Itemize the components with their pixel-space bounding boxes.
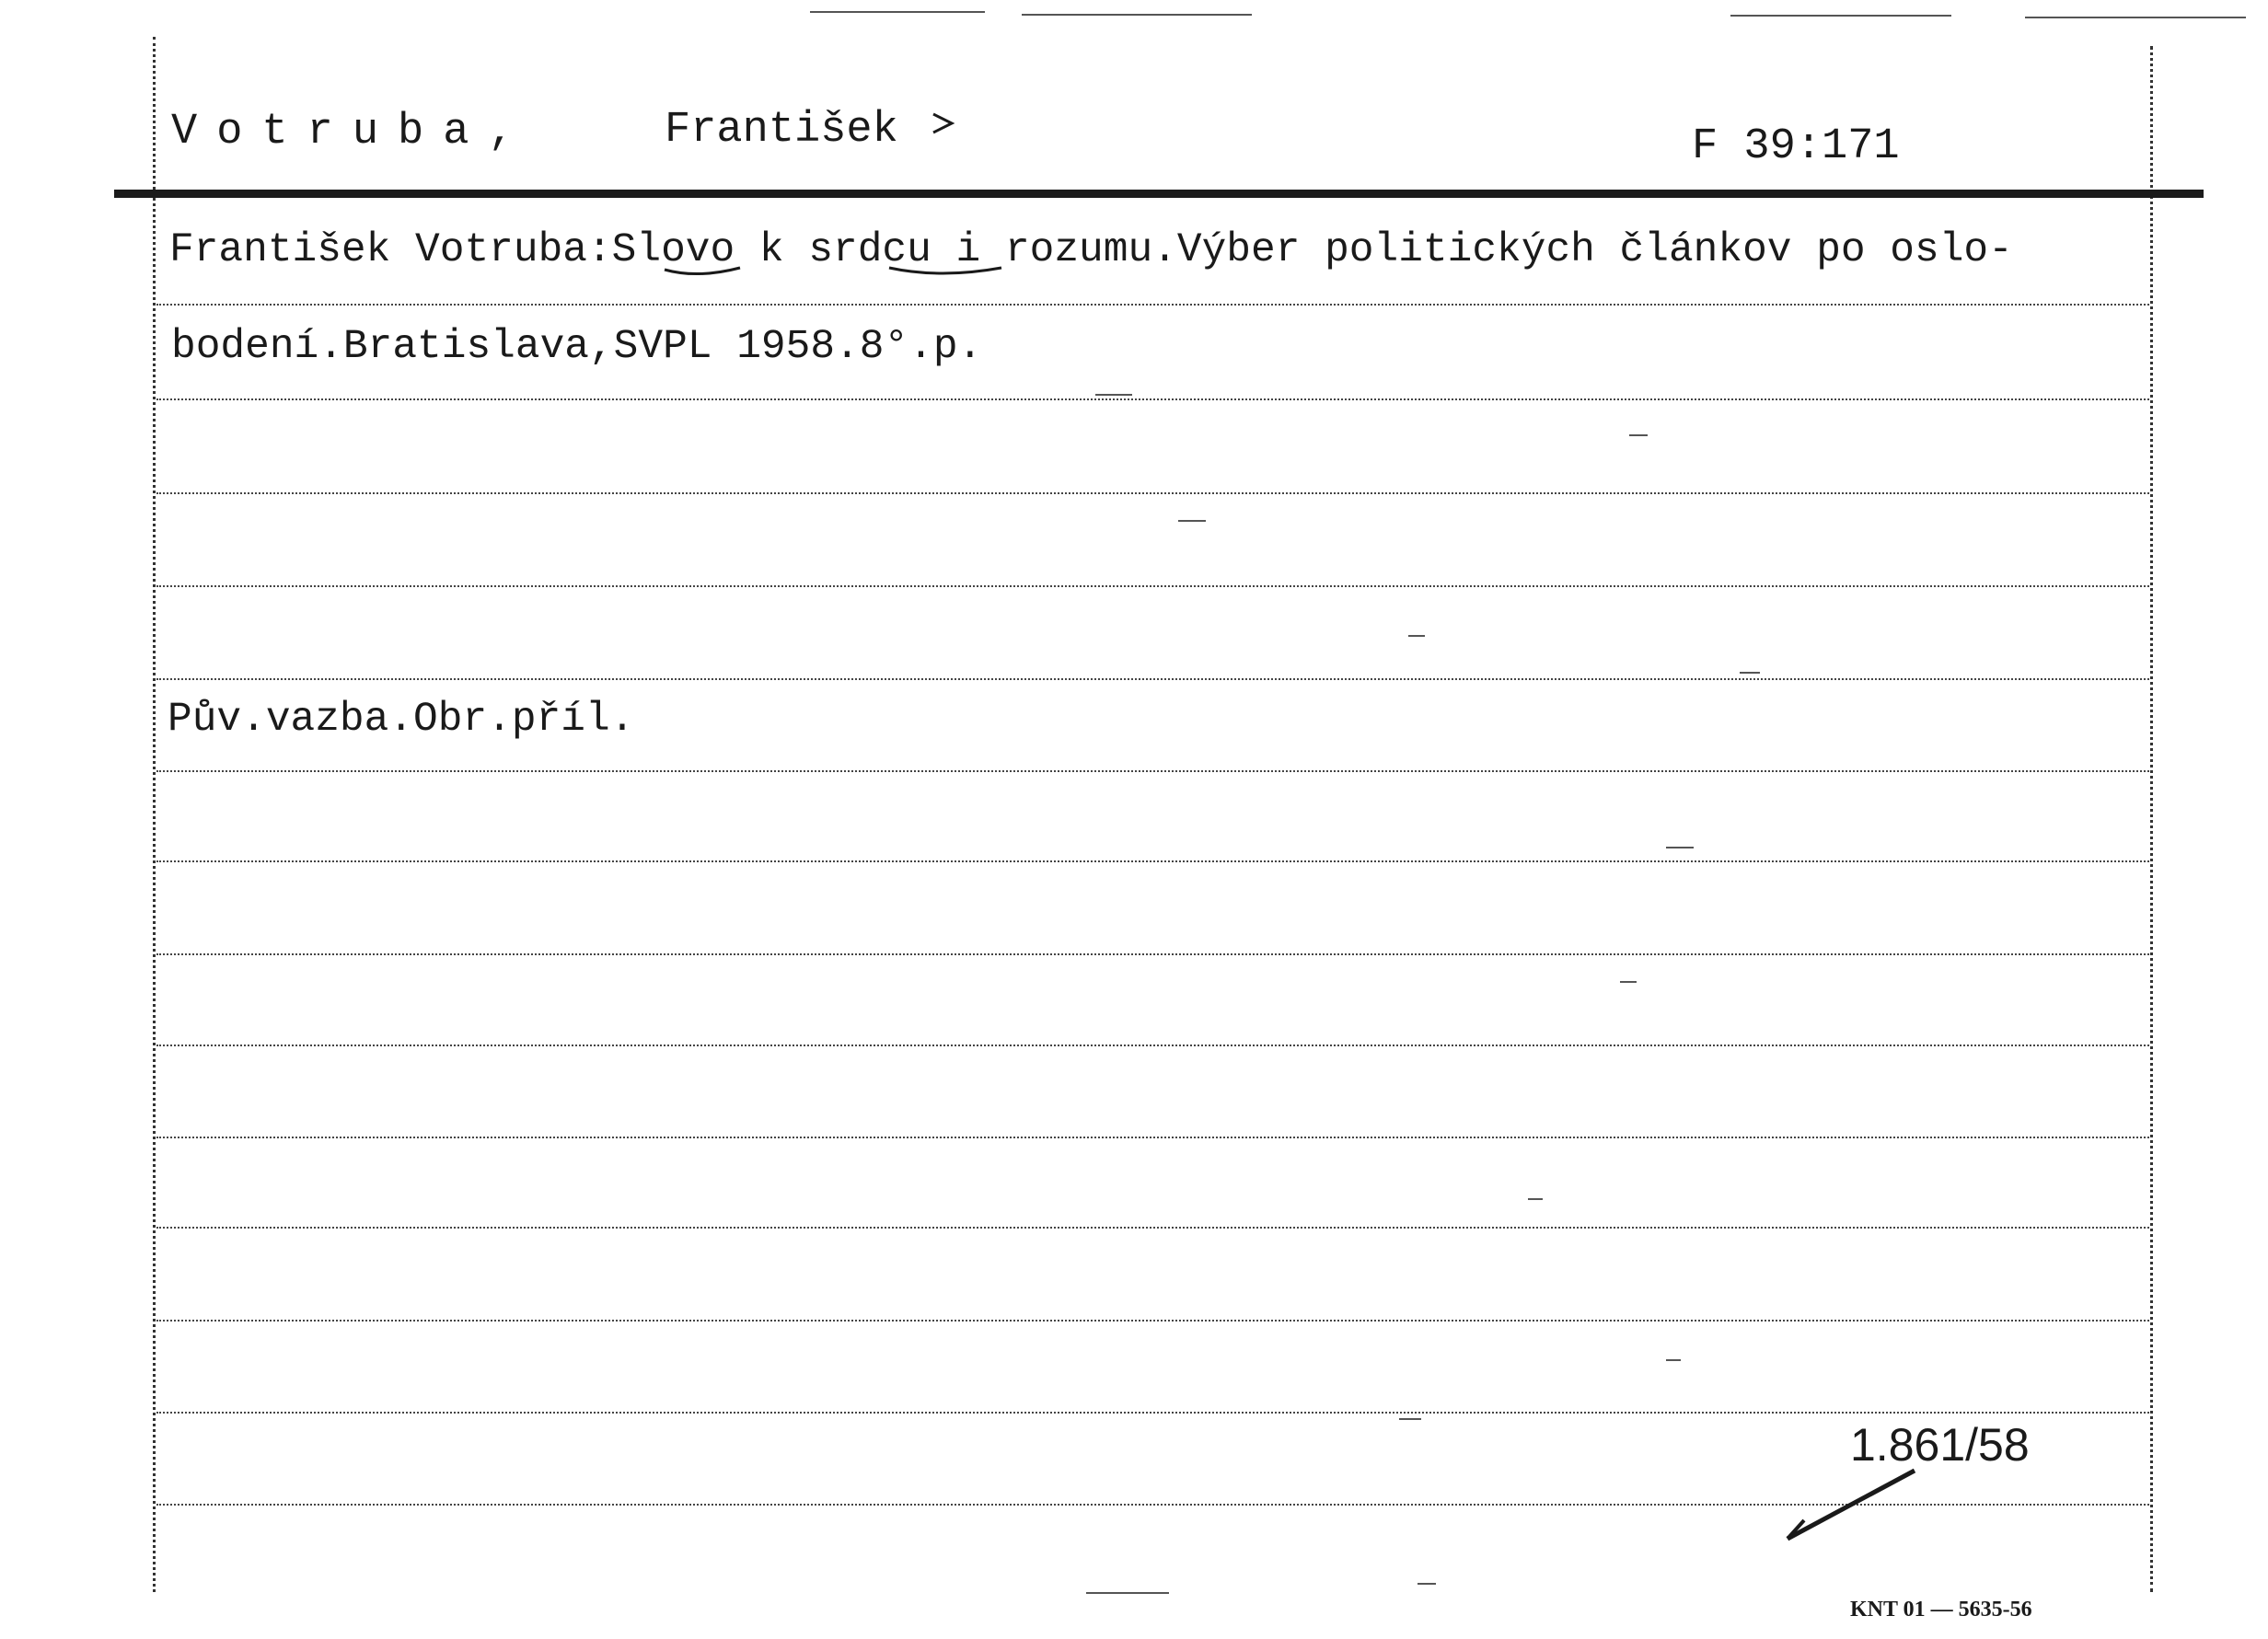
scan-speck [1740, 672, 1760, 674]
scan-speck [1399, 1418, 1421, 1420]
ruled-line [156, 492, 2149, 494]
scan-speck [1022, 14, 1252, 16]
scan-speck [1528, 1198, 1543, 1200]
ruled-line [156, 1320, 2149, 1322]
ruled-line [156, 585, 2149, 587]
scan-speck [1629, 434, 1648, 436]
scan-speck [1418, 1583, 1436, 1585]
left-margin-line [153, 37, 156, 1592]
scan-speck [1730, 15, 1951, 17]
ruled-line [156, 398, 2149, 400]
scan-speck [1178, 520, 1206, 522]
ruled-line [156, 1137, 2149, 1138]
physical-note: Pův.vazba.Obr.příl. [168, 697, 635, 743]
scan-speck [1086, 1592, 1169, 1594]
title-line-1: František Votruba:Slovo k srdcu i rozumu.Výber politických článkov po oslo- [169, 227, 2013, 273]
scan-speck [1620, 981, 1637, 983]
pointer-arrow-icon [1776, 1463, 1924, 1546]
right-margin-line [2150, 46, 2153, 1592]
accession-number: 1.861/58 [1850, 1419, 2030, 1471]
handwritten-underline [661, 262, 744, 281]
author-given-name: František [665, 106, 898, 155]
chevron-right-icon [930, 110, 957, 138]
ruled-line [156, 953, 2149, 955]
scan-speck [810, 11, 985, 13]
scan-speck [1666, 847, 1694, 848]
scan-speck [2025, 17, 2246, 18]
form-code: KNT 01 — 5635-56 [1850, 1598, 2032, 1622]
ruled-line [156, 1412, 2149, 1414]
shelfmark: F 39:171 [1692, 122, 1900, 171]
ruled-line [156, 860, 2149, 862]
scan-speck [1666, 1359, 1681, 1361]
handwritten-underline [885, 262, 1005, 281]
scan-speck [1408, 635, 1425, 637]
ruled-line [156, 1045, 2149, 1046]
heading-rule [114, 190, 2204, 198]
title-line-2: bodení.Bratislava,SVPL 1958.8°.p. [171, 324, 983, 370]
ruled-line [156, 770, 2149, 772]
ruled-line [156, 304, 2149, 306]
ruled-line [156, 1227, 2149, 1229]
scan-speck [1095, 394, 1132, 396]
ruled-line [156, 678, 2149, 680]
author-surname: Votruba, [171, 108, 534, 156]
